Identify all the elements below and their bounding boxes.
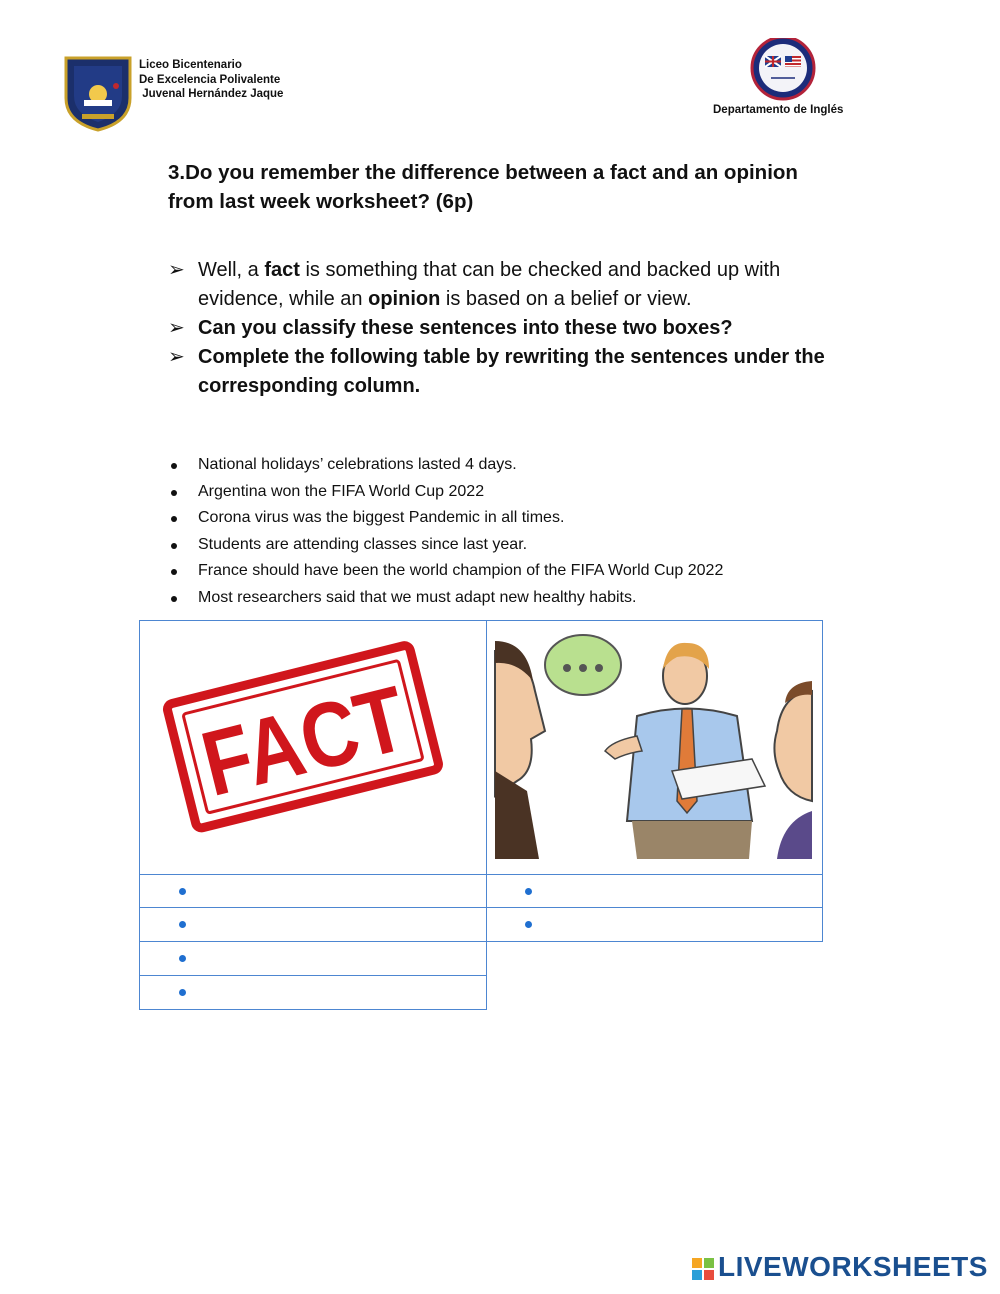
sentence-text: Argentina won the FIFA World Cup 2022 (198, 482, 485, 500)
list-item (168, 452, 868, 479)
definition-text-1: Well, a (198, 259, 265, 281)
sentence-text: France should have been the world champion of the FIFA World Cup 2022 (198, 562, 724, 580)
arrow-bullet-icon: ➢ (168, 259, 185, 281)
bullet-dot-icon (525, 921, 532, 928)
list-item (168, 585, 868, 612)
opinion-answer-row[interactable] (486, 874, 823, 908)
fact-answer-row[interactable] (139, 941, 487, 976)
liveworksheets-logo-icon (692, 1254, 716, 1284)
opinion-column-header (486, 620, 823, 875)
school-crest-logo (62, 52, 134, 132)
bullet-dot-icon (171, 543, 177, 549)
bullet-dot-icon (179, 989, 186, 996)
instruction-complete-text: Complete the following table by rewriting the sentences under the corresponding column. (198, 346, 825, 397)
bullet-dot-icon (525, 888, 532, 895)
sentence-text: Students are attending classes since last year. (198, 535, 528, 553)
department-name: Departamento de Inglés (713, 104, 844, 116)
fact-stamp-image (140, 621, 486, 874)
bullet-dot-icon (171, 569, 177, 575)
bullet-dot-icon (171, 596, 177, 602)
instruction-definition (168, 256, 828, 314)
sentence-list (168, 452, 868, 612)
arrow-bullet-icon: ➢ (168, 317, 185, 339)
list-item (168, 479, 868, 506)
bullet-dot-icon (179, 921, 186, 928)
definition-text-2: is something that can be checked and backed up with evidence, while an (198, 259, 786, 310)
school-name-line-3: Juvenal Hernández Jaque (139, 88, 284, 100)
fact-column-header (139, 620, 487, 875)
bullet-dot-icon (179, 955, 186, 962)
school-name-line-2: De Excelencia Polivalente (139, 73, 281, 86)
bullet-dot-icon (171, 463, 177, 469)
list-item (168, 505, 868, 532)
list-item (168, 558, 868, 585)
list-item (168, 532, 868, 559)
sentence-text: Most researchers said that we must adapt new healthy habits. (198, 588, 637, 606)
fact-answer-row[interactable] (139, 975, 487, 1010)
instruction-classify (168, 314, 828, 343)
definition-opinion-word: opinion (368, 288, 441, 310)
instruction-complete (168, 343, 828, 401)
bullet-dot-icon (179, 888, 186, 895)
fact-answer-row[interactable] (139, 874, 487, 908)
fact-answer-row[interactable] (139, 907, 487, 942)
sentence-text: National holidays’ celebrations lasted 4 days. (198, 456, 517, 473)
instruction-classify-text: Can you classify these sentences into these two boxes? (198, 317, 733, 339)
arrow-bullet-icon: ➢ (168, 346, 185, 368)
fact-stamp-label: FACT (192, 658, 451, 816)
bullet-dot-icon (171, 516, 177, 522)
bullet-dot-icon (171, 490, 177, 496)
question-heading: 3.Do you remember the difference between a fact and an opinion from last week worksheet? (6p) (168, 161, 798, 213)
sentence-text: Corona virus was the biggest Pandemic in all times. (198, 509, 565, 527)
definition-text-3: is based on a belief or view. (440, 288, 692, 310)
definition-fact-word: fact (264, 259, 300, 281)
opinion-answer-row[interactable] (486, 907, 823, 942)
school-name (139, 58, 283, 102)
opinion-discussion-image (487, 621, 822, 874)
school-name-line-1: Liceo Bicentenario (139, 59, 242, 71)
liveworksheets-brand: LIVEWORKSHEETS (718, 1251, 988, 1282)
